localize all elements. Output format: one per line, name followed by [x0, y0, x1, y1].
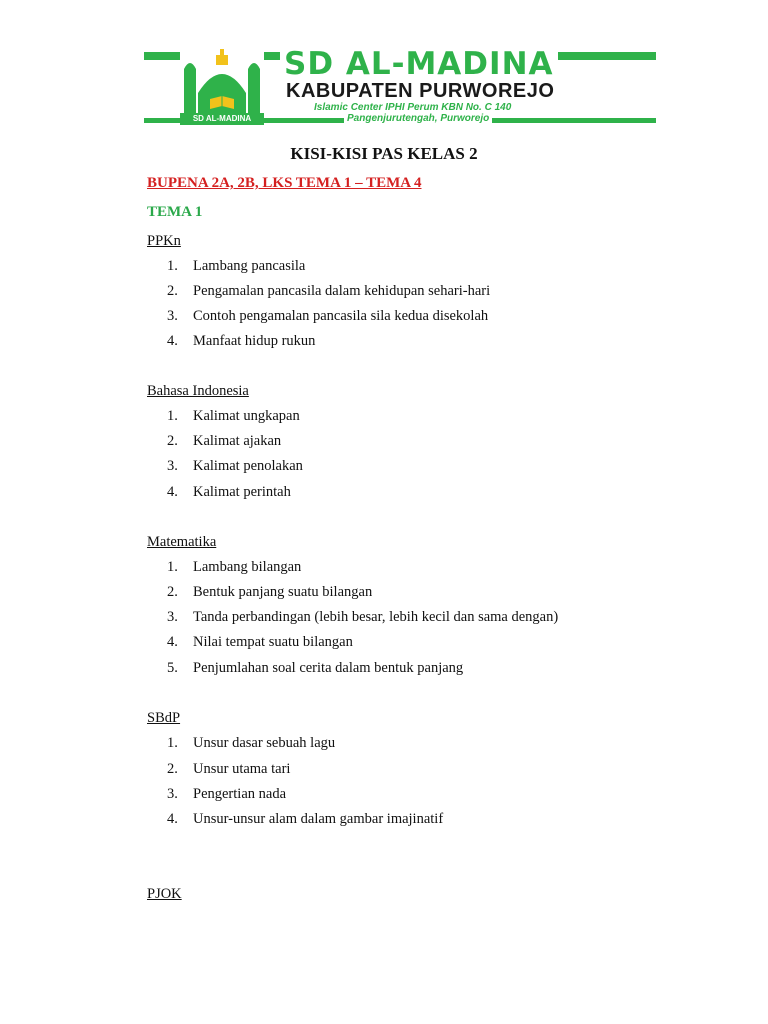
list-item: 4. Kalimat perintah [167, 484, 291, 500]
scope-heading: BUPENA 2A, 2B, LKS TEMA 1 – TEMA 4 [147, 175, 422, 191]
subject-heading-pjok: PJOK [147, 886, 182, 902]
list-item: 3. Contoh pengamalan pancasila sila kedua disekolah [167, 308, 489, 324]
list-item: 1. Lambang bilangan [167, 559, 302, 575]
list-item: 4. Manfaat hidup rukun [167, 333, 316, 349]
list-item: 1. Lambang pancasila [167, 258, 306, 274]
list-item: 4. Unsur-unsur alam dalam gambar imajinatif [167, 811, 444, 827]
list-item: 4. Nilai tempat suatu bilangan [167, 634, 353, 650]
subject-heading-matematika: Matematika [147, 534, 217, 550]
list-item: 3. Pengertian nada [167, 786, 287, 802]
address-line-1: Islamic Center IPHI Perum KBN No. C 140 [314, 102, 512, 113]
document-title: KISI-KISI PAS KELAS 2 [290, 144, 478, 163]
school-name: SD AL-MADINA [280, 48, 558, 80]
mosque-logo-icon [180, 47, 264, 117]
list-item: 1. Kalimat ungkapan [167, 408, 300, 424]
list-item: 5. Penjumlahan soal cerita dalam bentuk panjang [167, 660, 464, 676]
address-line-2: Pangenjurutengah, Purworejo [344, 113, 492, 125]
subject-heading-ppkn: PPKn [147, 233, 181, 249]
list-item: 2. Pengamalan pancasila dalam kehidupan sehari-hari [167, 283, 491, 299]
logo-caption: SD AL-MADINA [180, 113, 264, 125]
list-item: 3. Kalimat penolakan [167, 458, 303, 474]
school-logo [180, 47, 264, 127]
kabupaten-name: KABUPATEN PURWOREJO [286, 80, 555, 102]
letterhead [144, 44, 656, 128]
list-item: 3. Tanda perbandingan (lebih besar, lebih kecil dan sama dengan) [167, 609, 559, 625]
subject-heading-bahasa-indonesia: Bahasa Indonesia [147, 383, 249, 399]
subject-heading-sbdp: SBdP [147, 710, 181, 726]
list-item: 2. Unsur utama tari [167, 761, 291, 777]
tema-heading: TEMA 1 [147, 204, 203, 220]
list-item: 2. Kalimat ajakan [167, 433, 282, 449]
list-item: 2. Bentuk panjang suatu bilangan [167, 584, 373, 600]
list-item: 1. Unsur dasar sebuah lagu [167, 735, 336, 751]
